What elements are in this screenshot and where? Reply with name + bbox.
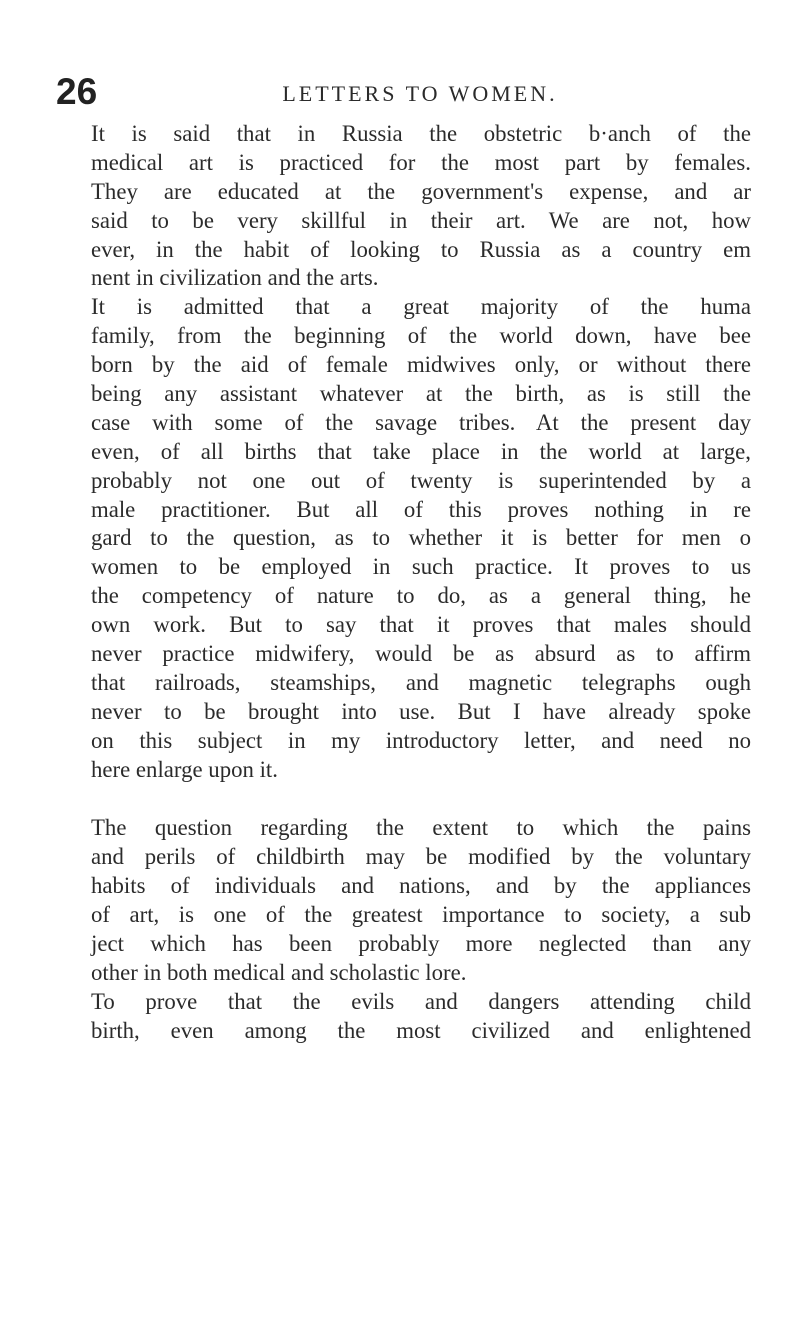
text-line: The question regarding the extent to which the pains [91, 815, 751, 841]
text-line: case with some of the savage tribes. At the present day [91, 409, 751, 435]
text-line: said to be very skillful in their art. We are not, how [91, 207, 751, 233]
text-line: never practice midwifery, would be as absurd as to affirm [91, 641, 751, 667]
text-line: They are educated at the government's expense, and ar [91, 178, 751, 204]
text-line: probably not one out of twenty is superintended by a [91, 467, 751, 493]
paragraph [91, 293, 751, 784]
running-title: LETTERS TO WOMEN. [282, 81, 558, 106]
text-line: birth, even among the most civilized and enlightened [91, 1017, 751, 1043]
text-line: that railroads, steamships, and magnetic telegraphs ough [91, 669, 751, 695]
body-text [91, 120, 751, 1046]
text-line: It is said that in Russia the obstetric b·anch of the [91, 121, 751, 146]
paragraph-gap [91, 784, 751, 814]
text-line: family, from the beginning of the world down, have bee [91, 323, 751, 349]
text-line: even, of all births that take place in the world at large, [91, 438, 751, 464]
paragraph [91, 814, 751, 987]
text-line: women to be employed in such practice. It proves to us [91, 554, 751, 580]
paragraph [91, 120, 751, 293]
paragraph [91, 988, 751, 1046]
text-line: own work. But to say that it proves that males should [91, 612, 751, 638]
text-line: born by the aid of female midwives only, or without there [91, 352, 751, 378]
text-line: here enlarge upon it. [91, 756, 278, 782]
text-line: on this subject in my introductory letter, and need no [91, 727, 751, 753]
text-line: habits of individuals and nations, and by the appliances [91, 873, 751, 899]
text-line: ever, in the habit of looking to Russia as a country em [91, 236, 751, 262]
text-line: and perils of childbirth may be modified by the voluntary [91, 844, 751, 870]
text-line: gard to the question, as to whether it is better for men o [91, 525, 751, 551]
text-line: nent in civilization and the arts. [91, 265, 379, 291]
text-line: To prove that the evils and dangers attending child [91, 988, 751, 1014]
text-line: the competency of nature to do, as a general thing, he [91, 583, 751, 609]
text-line: being any assistant whatever at the birth, as is still the [91, 381, 751, 407]
text-line: other in both medical and scholastic lore. [91, 959, 467, 985]
text-line: medical art is practiced for the most part by females. [91, 149, 751, 175]
text-line: It is admitted that a great majority of the huma [91, 294, 751, 320]
text-line: of art, is one of the greatest importance to society, a sub [91, 902, 751, 928]
page-number: 26 [56, 71, 98, 112]
text-line: ject which has been probably more neglected than any [91, 931, 751, 957]
text-line: never to be brought into use. But I have already spoke [91, 698, 751, 724]
text-line: male practitioner. But all of this proves nothing in re [91, 496, 751, 522]
